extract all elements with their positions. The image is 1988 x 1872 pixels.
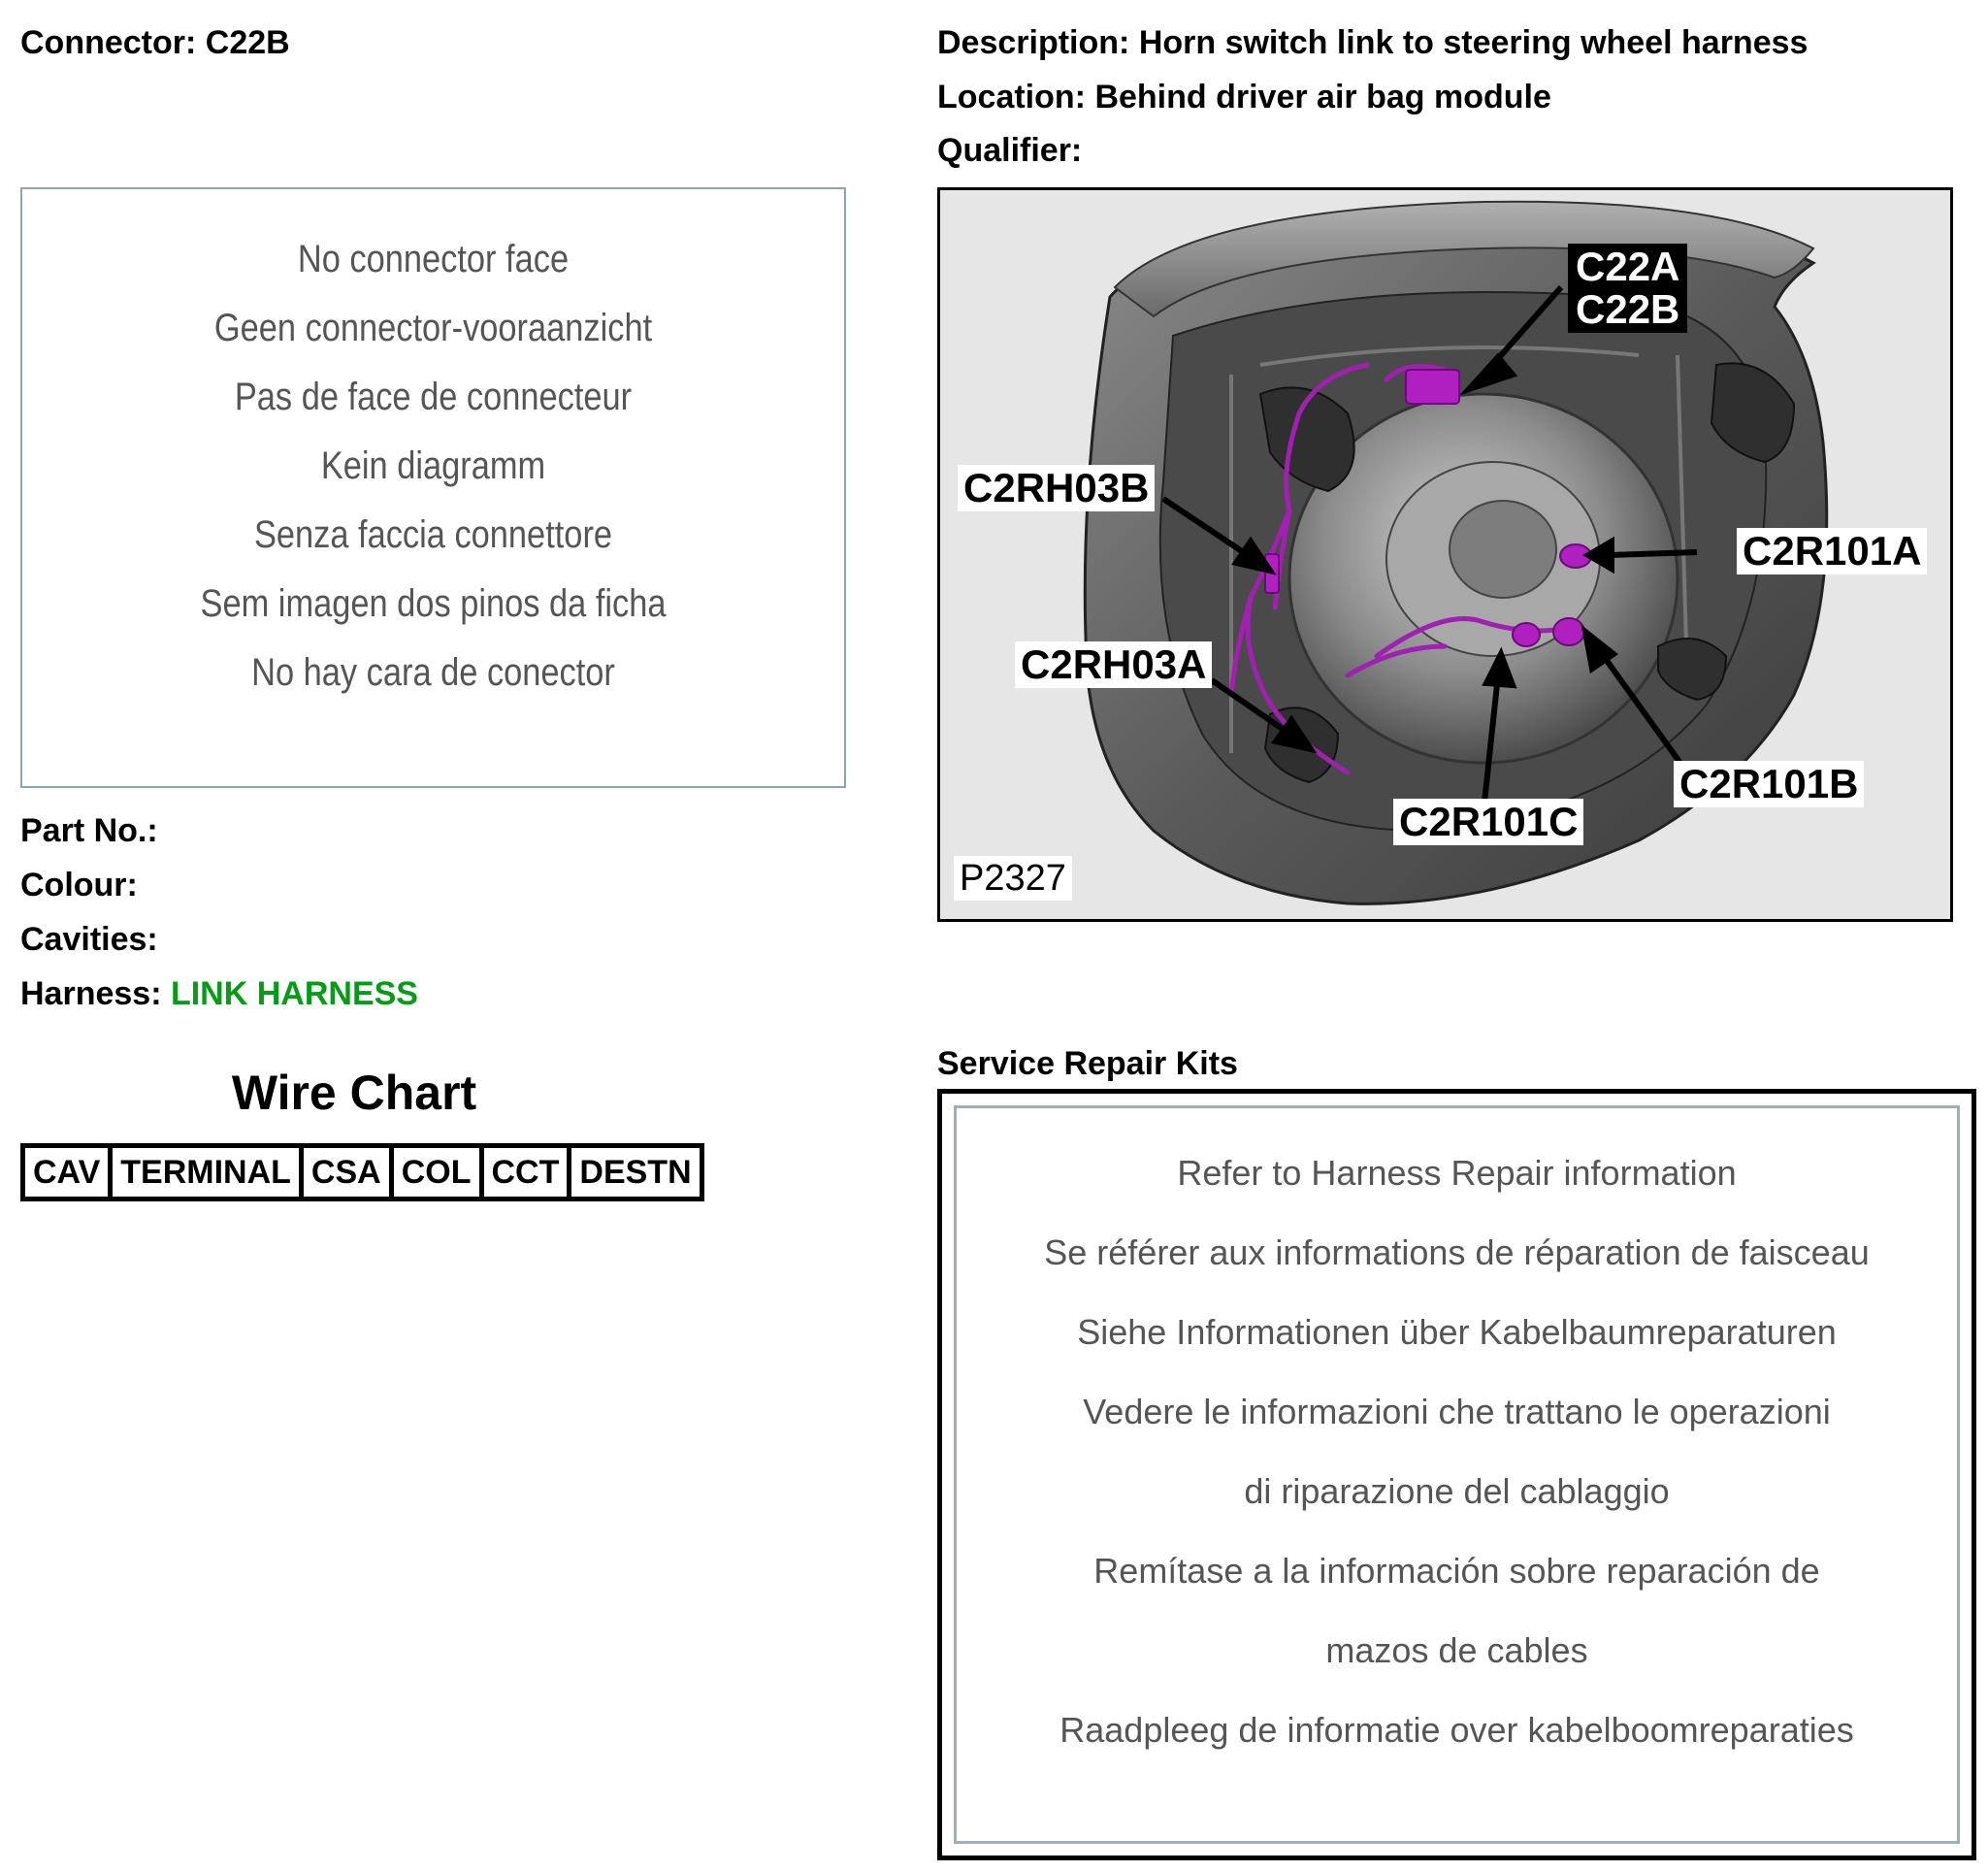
location-field (937, 78, 1551, 116)
no-face-line: No connector face (297, 238, 570, 280)
col-header-cct: CCT (484, 1148, 572, 1197)
repair-info-line: Siehe Informationen über Kabelbaumreparaturen (1077, 1312, 1837, 1352)
location-label: Location: (937, 79, 1086, 115)
col-header-destn: DESTN (579, 1153, 692, 1191)
service-repair-kits-panel (937, 1089, 1976, 1860)
no-face-line: No hay cara de conector (251, 651, 615, 694)
wire-chart-header-row (25, 1148, 700, 1197)
connector-location-illustration (937, 187, 1953, 922)
harness-link[interactable]: LINK HARNESS (170, 975, 418, 1012)
col-header-cav: CAV (25, 1148, 113, 1197)
connector-field (20, 23, 290, 62)
figure-id-label: P2327 (954, 856, 1072, 901)
callout-c2r101b: C2R101B (1674, 761, 1864, 807)
repair-info-line: Se référer aux informations de réparation de faisceau (1044, 1232, 1870, 1272)
qualifier-label: Qualifier: (937, 132, 1083, 169)
part-no-field (20, 811, 158, 850)
colour-field (20, 866, 138, 904)
repair-info-line: di riparazione del cablaggio (1244, 1471, 1670, 1511)
repair-info-line: mazos de cables (1325, 1630, 1588, 1670)
callout-c22a-c22b (1568, 244, 1687, 333)
service-repair-kits-inner (954, 1105, 1960, 1844)
col-header-csa: CSA (304, 1148, 394, 1197)
repair-info-line: Remítase a la información sobre reparación de (1093, 1551, 1820, 1591)
part-no-label: Part No.: (20, 812, 158, 849)
no-face-line: Sem imagen dos pinos da ficha (200, 582, 667, 625)
service-repair-kits-title: Service Repair Kits (937, 1045, 1238, 1082)
connector-value: C22B (205, 24, 290, 61)
wire-chart-title: Wire Chart (231, 1066, 477, 1120)
description-field (937, 23, 1808, 62)
callout-c2rh03b: C2RH03B (958, 465, 1155, 511)
col-header-terminal: TERMINAL (113, 1148, 304, 1197)
repair-info-line: Raadpleeg de informatie over kabelboomreparaties (1059, 1710, 1854, 1750)
location-value: Behind driver air bag module (1094, 79, 1551, 115)
description-value: Horn switch link to steering wheel harness (1138, 24, 1809, 61)
harness-label: Harness: (20, 975, 162, 1012)
callout-c2r101a: C2R101A (1737, 528, 1927, 575)
callout-c22b: C22B (1576, 286, 1680, 332)
repair-info-line: Refer to Harness Repair information (1177, 1153, 1737, 1193)
callout-c2rh03a: C2RH03A (1015, 641, 1212, 688)
no-face-line: Senza faccia connettore (253, 513, 613, 556)
qualifier-field (937, 131, 1082, 170)
no-connector-face-panel (20, 187, 846, 788)
cavities-field (20, 920, 158, 959)
no-face-line: Pas de face de connecteur (234, 376, 633, 418)
callout-c2r101c: C2R101C (1393, 799, 1583, 845)
harness-field (20, 974, 418, 1013)
no-face-line: Geen connector-vooraanzicht (213, 307, 653, 349)
callout-c22a: C22A (1576, 244, 1680, 289)
description-label: Description: (937, 24, 1130, 61)
wire-chart-table (20, 1143, 704, 1201)
repair-info-line: Vedere le informazioni che trattano le operazioni (1083, 1392, 1831, 1431)
no-face-line: Kein diagramm (320, 444, 546, 487)
colour-label: Colour: (20, 867, 138, 903)
connector-label: Connector: (20, 24, 197, 61)
col-header-col: COL (394, 1148, 484, 1197)
cavities-label: Cavities: (20, 921, 158, 958)
